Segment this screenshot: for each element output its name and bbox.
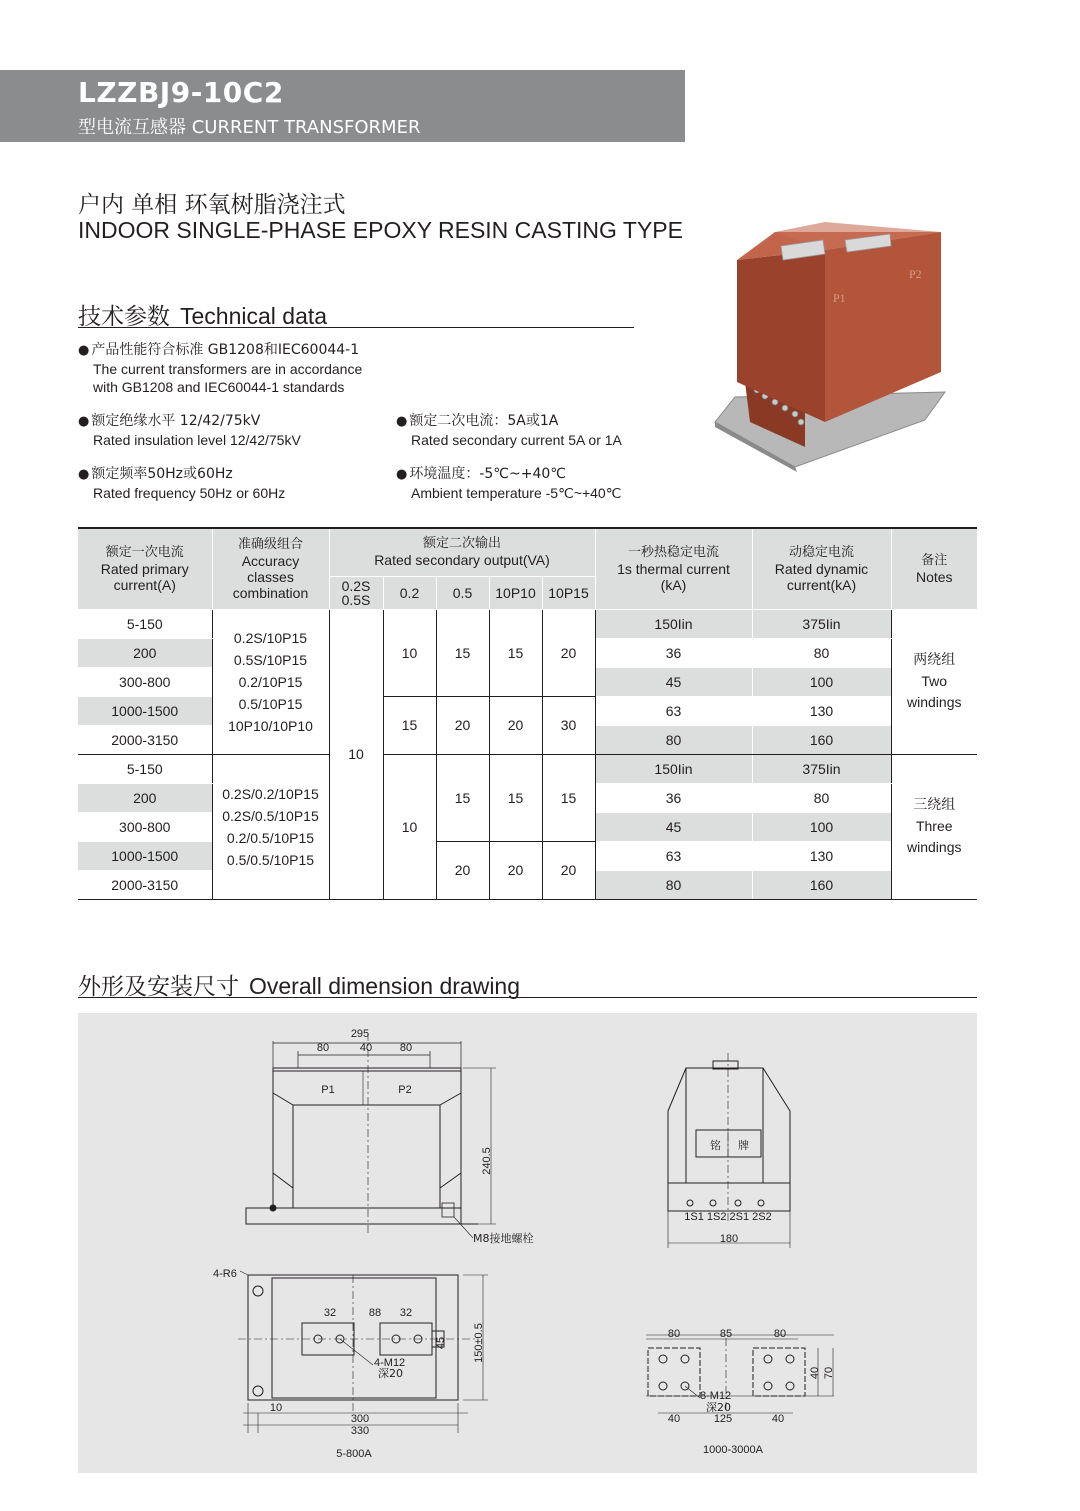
- cell-out: 20: [436, 841, 489, 899]
- cell-out: 15: [436, 783, 489, 812]
- label-depth-20b: 深20: [706, 1401, 731, 1414]
- cell-notes-group1: 两绕组 Two windings: [891, 609, 977, 754]
- photo-label-p1: P1: [833, 291, 846, 305]
- dim-125: 125: [713, 1413, 733, 1425]
- technical-rule: [78, 327, 634, 328]
- cell-thermal: 150Iin: [595, 754, 752, 783]
- caption-5-800a: 5-800A: [336, 1448, 372, 1460]
- cell-thermal: 36: [595, 638, 752, 667]
- plate-label-b: 牌: [738, 1139, 749, 1152]
- dim-40b: 40: [809, 1366, 821, 1380]
- cell-notes-group2: 三绕组 Three windings: [891, 754, 977, 899]
- terminal-labels: 1S1 1S2 2S1 2S2: [684, 1211, 772, 1223]
- th-sub-02s: 0.2S 0.5S: [329, 576, 383, 609]
- th-dynamic: 动稳定电流 Rated dynamic current(kA): [752, 528, 891, 609]
- technical-table: [78, 527, 977, 900]
- cell-out: 15: [489, 638, 542, 667]
- cell-primary: 200: [78, 783, 212, 812]
- cell-dynamic: 160: [752, 725, 891, 754]
- cell-dynamic: 375Iin: [752, 754, 891, 783]
- cell-primary: 2000-3150: [78, 725, 212, 754]
- cell-thermal: 80: [595, 870, 752, 899]
- type-en: INDOOR SINGLE-PHASE EPOXY RESIN CASTING TYPE: [78, 217, 683, 243]
- model-title: LZZBJ9-10C2: [78, 76, 284, 109]
- dim-295: 295: [350, 1028, 370, 1040]
- dim-40c: 40: [667, 1413, 681, 1425]
- spec-standard: ● 产品性能符合标准 GB1208和IEC60044-1 The current transformers are in accordance with GB1208 and IEC60044-1 standards: [78, 342, 363, 395]
- cell-primary: 5-150: [78, 754, 212, 783]
- cell-02s-output: 10: [329, 609, 383, 899]
- th-accuracy: 准确级组合 Accuracy classes combination: [212, 528, 329, 609]
- dim-40d: 40: [771, 1413, 785, 1425]
- plate-label-a: 铭: [710, 1139, 721, 1152]
- cell-primary: 300-800: [78, 812, 212, 841]
- dim-80b: 80: [399, 1042, 413, 1054]
- dim-32a: 32: [323, 1307, 337, 1319]
- cell-out: 15: [542, 783, 595, 812]
- cell-dynamic: 100: [752, 667, 891, 696]
- cell-out: 20: [489, 696, 542, 754]
- cell-primary: 1000-1500: [78, 841, 212, 870]
- type-cn: 户内 单相 环氧树脂浇注式: [78, 192, 346, 218]
- th-sub-05: 0.5: [436, 576, 489, 609]
- label-p1: P1: [321, 1084, 335, 1096]
- dim-80c: 80: [667, 1328, 681, 1340]
- cell-thermal: 80: [595, 725, 752, 754]
- dim-40: 40: [359, 1042, 373, 1054]
- dim-85: 85: [719, 1328, 733, 1340]
- table-row: [78, 609, 977, 638]
- dim-32b: 32: [399, 1307, 413, 1319]
- cell-thermal: 63: [595, 841, 752, 870]
- cell-dynamic: 160: [752, 870, 891, 899]
- label-p2: P2: [398, 1084, 412, 1096]
- cell-dynamic: 80: [752, 638, 891, 667]
- dim-4r6: 4-R6: [213, 1268, 237, 1280]
- dim-150: 150±0.5: [473, 1323, 485, 1363]
- table-row: [78, 754, 977, 783]
- cell-primary: 300-800: [78, 667, 212, 696]
- cell-dynamic: 80: [752, 783, 891, 812]
- dim-300: 300: [350, 1413, 370, 1425]
- cell-primary: 2000-3150: [78, 870, 212, 899]
- cell-out: 30: [542, 696, 595, 754]
- th-output: 额定二次输出 Rated secondary output(VA): [329, 528, 595, 576]
- cell-out: 20: [542, 638, 595, 667]
- dim-240: 240.5: [481, 1147, 493, 1175]
- label-ground-bolt: M8接地螺栓: [473, 1232, 534, 1245]
- dim-80d: 80: [773, 1328, 787, 1340]
- photo-label-p2: P2: [909, 267, 922, 281]
- cell-dynamic: 375Iin: [752, 609, 891, 638]
- technical-title: 技术参数 Technical data: [78, 303, 328, 330]
- cell-out: 15: [489, 783, 542, 812]
- cell-accuracy-group1: 0.2S/10P15 0.5S/10P15 0.2/10P15 0.5/10P15 10P10/10P10: [212, 609, 329, 754]
- cell-primary: 1000-1500: [78, 696, 212, 725]
- model-subtitle: 型电流互感器 CURRENT TRANSFORMER: [78, 117, 421, 138]
- th-sub-02: 0.2: [383, 576, 436, 609]
- cell-out: 20: [436, 696, 489, 754]
- cell-thermal: 63: [595, 696, 752, 725]
- th-sub-10p10: 10P10: [489, 576, 542, 609]
- dim-88: 88: [368, 1307, 382, 1319]
- dim-330: 330: [350, 1425, 370, 1437]
- cell-out: 15: [436, 638, 489, 667]
- label-8m12: 8-M12: [700, 1390, 732, 1402]
- dim-70: 70: [823, 1366, 835, 1380]
- dim-180: 180: [719, 1233, 739, 1245]
- product-photo: [705, 222, 955, 477]
- spec-frequency: ● 额定频率50Hz或60Hz Rated frequency 50Hz or 60Hz: [78, 466, 286, 501]
- drawing-rule: [78, 997, 977, 998]
- th-primary: 额定一次电流 Rated primary current(A): [78, 528, 212, 609]
- drawing-title: 外形及安装尺寸 Overall dimension drawing: [78, 973, 521, 1000]
- spec-temperature: ● 环境温度：-5℃~+40℃ Ambient temperature -5℃~+40℃: [396, 466, 622, 501]
- cell-accuracy-group2: 0.2S/0.2/10P15 0.2S/0.5/10P15 0.2/0.5/10P15 0.5/0.5/10P15: [212, 754, 329, 899]
- th-notes: 备注 Notes: [891, 528, 977, 609]
- cell-thermal: 150Iin: [595, 609, 752, 638]
- bottom-view-b: [646, 1335, 834, 1413]
- cell-dynamic: 100: [752, 812, 891, 841]
- cell-thermal: 36: [595, 783, 752, 812]
- dim-45: 45: [435, 1336, 447, 1350]
- th-sub-10p15: 10P15: [542, 576, 595, 609]
- cell-out: 10: [383, 638, 436, 667]
- front-view: [246, 1033, 496, 1238]
- cell-dynamic: 130: [752, 696, 891, 725]
- dimension-drawing: [78, 1013, 977, 1473]
- spec-insulation: ● 额定绝缘水平 12/42/75kV Rated insulation level 12/42/75kV: [78, 413, 301, 448]
- cell-dynamic: 130: [752, 841, 891, 870]
- th-thermal: 一秒热稳定电流 1s thermal current (kA): [595, 528, 752, 609]
- caption-1000-3000a: 1000-3000A: [703, 1444, 763, 1456]
- spec-secondary-current: ● 额定二次电流：5A或1A Rated secondary current 5A or 1A: [396, 413, 622, 448]
- header-bar: [0, 70, 685, 142]
- dim-10: 10: [269, 1402, 283, 1414]
- cell-out: 15: [383, 696, 436, 754]
- cell-primary: 200: [78, 638, 212, 667]
- cell-out: 20: [489, 841, 542, 899]
- dim-80a: 80: [316, 1042, 330, 1054]
- cell-thermal: 45: [595, 667, 752, 696]
- cell-primary: 5-150: [78, 609, 212, 638]
- cell-out: 20: [542, 841, 595, 899]
- label-depth-20: 深20: [378, 1367, 403, 1380]
- label-4m12: 4-M12: [374, 1357, 406, 1369]
- cell-thermal: 45: [595, 812, 752, 841]
- cell-out-02: 10: [383, 754, 436, 899]
